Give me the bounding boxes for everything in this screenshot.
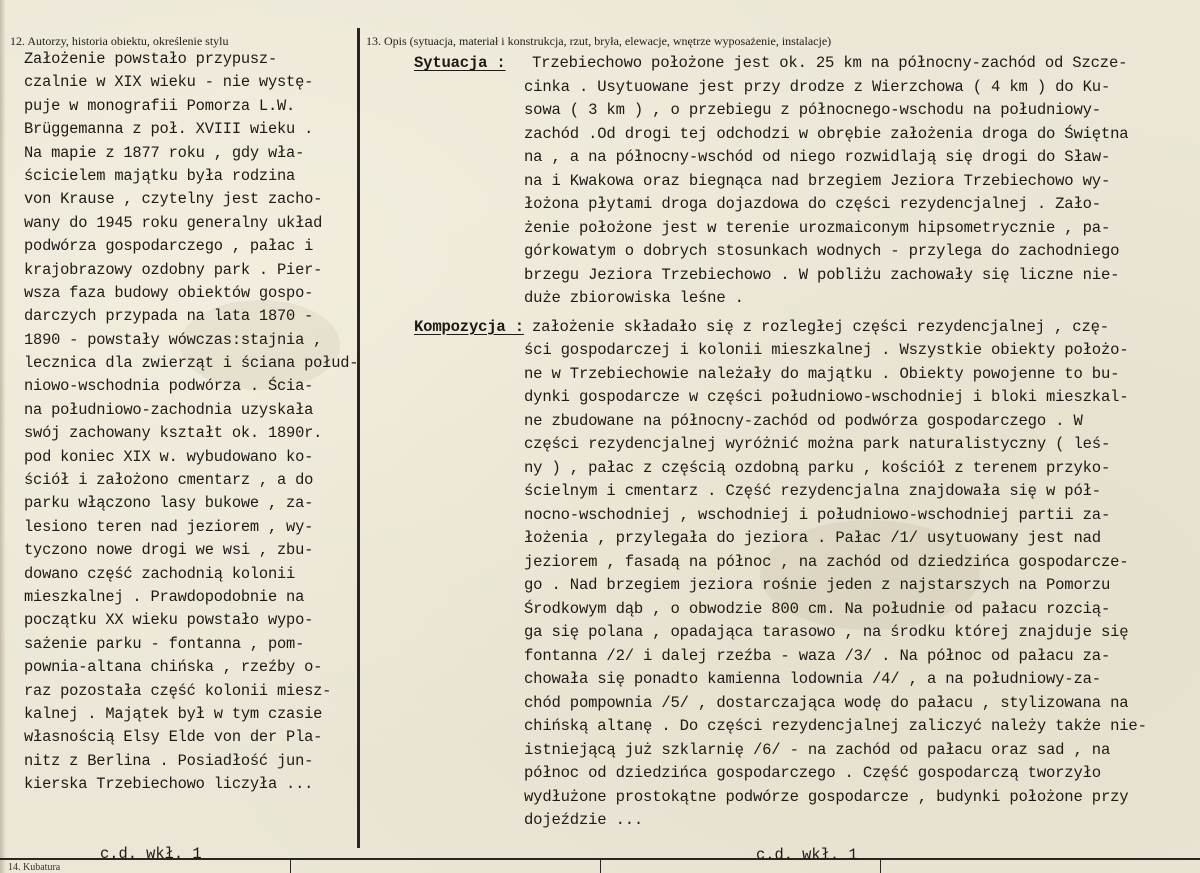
text-line: sażenie parku - fontanna , pom- (24, 634, 305, 653)
text-span: wydłużone prostokątne podwórze gospodarcze , budynki położone przy (524, 787, 1129, 806)
text-span: Środkowym dąb , o obwodzie 800 cm. Na południe od pałacu rozcią- (524, 599, 1111, 618)
text-span: fontanna /2/ i dalej rzeźba - waza /3/ . Na północ od pałacu za- (524, 646, 1111, 665)
text-line (414, 786, 1194, 810)
text-line: podwórza gospodarczego , pałac i (24, 237, 314, 256)
text-line: własnością Elsy Elde von der Pla- (24, 728, 323, 747)
text-line (414, 146, 1194, 170)
section-12-continuation: c.d. wkł. 1 (100, 845, 202, 863)
footer-divider (600, 860, 601, 873)
text-span: chód pompownia /5/ , dostarczająca wodę do pałacu , stylizowana na (524, 693, 1129, 712)
text-line (414, 170, 1194, 194)
text-span: dojeździe ... (524, 811, 644, 829)
section-14-label: 14. Kubatura (8, 862, 61, 873)
footer-divider (290, 860, 291, 873)
text-span: istniejącą już szklarnię /6/ - na zachód od pałacu oraz sad , na (524, 740, 1111, 759)
text-line (414, 457, 1194, 481)
text-line (414, 316, 1194, 340)
text-line (414, 99, 1194, 123)
text-span: ny ) , pałac z częścią ozdobną parku , kościół z terenem przyko- (524, 458, 1111, 477)
text-line (414, 217, 1194, 241)
text-line: na południowo-zachodnia uzyskała (24, 400, 314, 419)
text-span: na , a na północny-wschód od niego rozwidlają się drogi do Sław- (524, 148, 1111, 166)
text-line: wsza faza budowy obiektów gospo- (24, 283, 314, 302)
section-13-continuation: c.d. wkł. 1 (756, 846, 858, 864)
text-span: nocno-wschodniej , wschodniej i południowo-wschodniej partii za- (524, 505, 1111, 524)
text-line (414, 715, 1194, 739)
footer-divider (880, 860, 881, 873)
text-line: puje w monografii Pomorza L.W. (24, 96, 296, 115)
text-span: jeziorem , fasadą na północ , na zachód od dziedzińca gospodarcze- (524, 552, 1129, 571)
text-span: sowa ( 3 km ) , o przebiegu z północnego-wschodu na południowy- (524, 101, 1101, 119)
text-line (414, 410, 1194, 434)
text-line (414, 386, 1194, 410)
text-line (414, 527, 1194, 551)
text-line (414, 480, 1194, 504)
section-heading: Kompozycja : (414, 317, 524, 336)
text-line: dowano część zachodnią kolonii (24, 564, 296, 583)
text-line: swój zachowany kształt ok. 1890r. (24, 424, 323, 443)
text-line: darczych przypada na lata 1870 - (24, 307, 314, 326)
text-span: cinka . Usytuowane jest przy drodze z Wierzchowa ( 4 km ) do Ku- (524, 77, 1111, 96)
text-span: na i Kwakowa oraz biegnąca nad brzegiem Jeziora Trzebiechowo wy- (524, 171, 1111, 190)
section-13-header: 13. Opis (sytuacja, materiał i konstrukcja, rzut, bryła, elewacje, wnętrze wyposażenie, instalacje) (366, 34, 832, 48)
left-edge-shadow (0, 0, 6, 873)
text-line: lesiono teren nad jeziorem , wy- (24, 517, 314, 536)
section-13-text (414, 52, 1194, 833)
text-line: parku włączono lasy bukowe , za- (24, 494, 314, 513)
text-span: ne w Trzebiechowie należały do majątku . Obiekty powojenne to bu- (524, 364, 1120, 383)
text-span: żenie położone jest w terenie urozmaiconym hipsometrycznie , pa- (524, 218, 1111, 237)
text-span: chińską altanę . Do części rezydencjalnej zaliczyć należy także nie- (524, 717, 1147, 735)
text-line (414, 692, 1194, 716)
text-line: Brüggemanna z poł. XVIII wieku . (24, 120, 314, 139)
text-span: Trzebiechowo położone jest ok. 25 km na północny-zachód od Szcze- (532, 54, 1128, 72)
text-line: lecznica dla zwierząt i ściana połud- (24, 354, 359, 373)
text-span: ścielnym i cmentarz . Część rezydencjalna znajdowała się w pół- (524, 482, 1101, 500)
text-span: ści gospodarczej i kolonii mieszkalnej . Wszystkie obiekty położo- (524, 341, 1129, 359)
text-span: części rezydencjalnej wyróżnić można park naturalistyczny ( leś- (524, 435, 1111, 453)
text-line: 1890 - powstały wówczas:stajnia , (24, 330, 323, 349)
text-line: ściół i założono cmentarz , a do (24, 471, 314, 490)
text-span: ne zbudowane na północny-zachód od podwórza gospodarczego . W (524, 411, 1083, 430)
text-line: pod koniec XIX w. wybudowano ko- (24, 447, 314, 466)
text-span: założenie składało się z rozległej części rezydencjalnej , czę- (532, 317, 1109, 336)
text-span: duże zbiorowiska leśne . (524, 289, 744, 307)
text-line (414, 551, 1194, 575)
text-line: czalnie w XIX wieku - nie wystę- (24, 73, 314, 92)
text-line (414, 52, 1194, 76)
text-line: nitz z Berlina . Posiadłość jun- (24, 751, 314, 770)
text-line: niowo-wschodnia podwórza . Ścia- (24, 377, 314, 396)
text-span: północ od dziedzińca gospodarczego . Część gospodarczą tworzyło (524, 764, 1101, 782)
text-line: kalnej . Majątek był w tym czasie (24, 704, 323, 723)
text-span: brzegu Jeziora Trzebiechowo . W pobliżu zachowały się liczne nie- (524, 265, 1120, 284)
text-line (414, 598, 1194, 622)
text-span: łożenia , przylegała do jeziora . Pałac /1/ usytuowany jest nad (524, 529, 1101, 547)
text-line (414, 809, 1194, 833)
text-line: von Krause , czytelny jest zacho- (24, 190, 323, 209)
text-line (414, 668, 1194, 692)
text-span: górkowatym o dobrych stosunkach wodnych - przylega do zachodniego (524, 242, 1120, 260)
text-line: Na mapie z 1877 roku , gdy wła- (24, 143, 305, 162)
text-span: go . Nad brzegiem jeziora rośnie jeden z najstarszych na Pomorzu (524, 576, 1111, 594)
section-12-text (24, 48, 364, 797)
text-line (414, 193, 1194, 217)
text-line: ścicielem majątku była rodzina (24, 166, 296, 185)
text-line: tyczono nowe drogi we wsi , zbu- (24, 541, 314, 560)
text-line (414, 574, 1194, 598)
section-heading: Sytuacja : (414, 54, 506, 72)
text-line (414, 339, 1194, 363)
text-line: Założenie powstało przypusz- (24, 50, 278, 68)
text-span: zachód .Od drogi tej odchodzi w obrębie założenia droga do Świętna (524, 124, 1129, 143)
text-line: raz pozostała część kolonii miesz- (24, 681, 332, 700)
text-line (414, 645, 1194, 669)
text-line (414, 240, 1194, 264)
text-line (414, 762, 1194, 786)
text-line: wany do 1945 roku generalny układ (24, 213, 323, 232)
text-line (414, 76, 1194, 100)
text-span: łożona płytami droga dojazdowa do części rezydencjalnej . Zało- (524, 195, 1101, 213)
section-12-header: 12. Autorzy, historia obiektu, określenie stylu (10, 34, 229, 48)
text-span: dynki gospodarcze w części południowo-wschodniej i bloki mieszkal- (524, 388, 1129, 406)
text-line (414, 363, 1194, 387)
text-line (414, 621, 1194, 645)
text-span: ga się polana , opadająca tarasowo , na środku której znajduje się (524, 623, 1129, 641)
text-line (414, 739, 1194, 763)
text-line (414, 123, 1194, 147)
text-line: krajobrazowy ozdobny park . Pier- (24, 260, 323, 279)
text-line: pownia-altana chińska , rzeźby o- (24, 658, 323, 677)
text-line (414, 504, 1194, 528)
text-line: mieszkalnej . Prawdopodobnie na (24, 587, 305, 606)
text-line: kierska Trzebiechowo liczyła ... (24, 775, 314, 794)
text-line (414, 287, 1194, 311)
text-line (414, 264, 1194, 288)
text-line: początku XX wieku powstało wypo- (24, 611, 314, 630)
text-line (414, 433, 1194, 457)
text-span: chowała się ponadto kamienna lodownia /4/ , a na południowy-za- (524, 670, 1101, 688)
